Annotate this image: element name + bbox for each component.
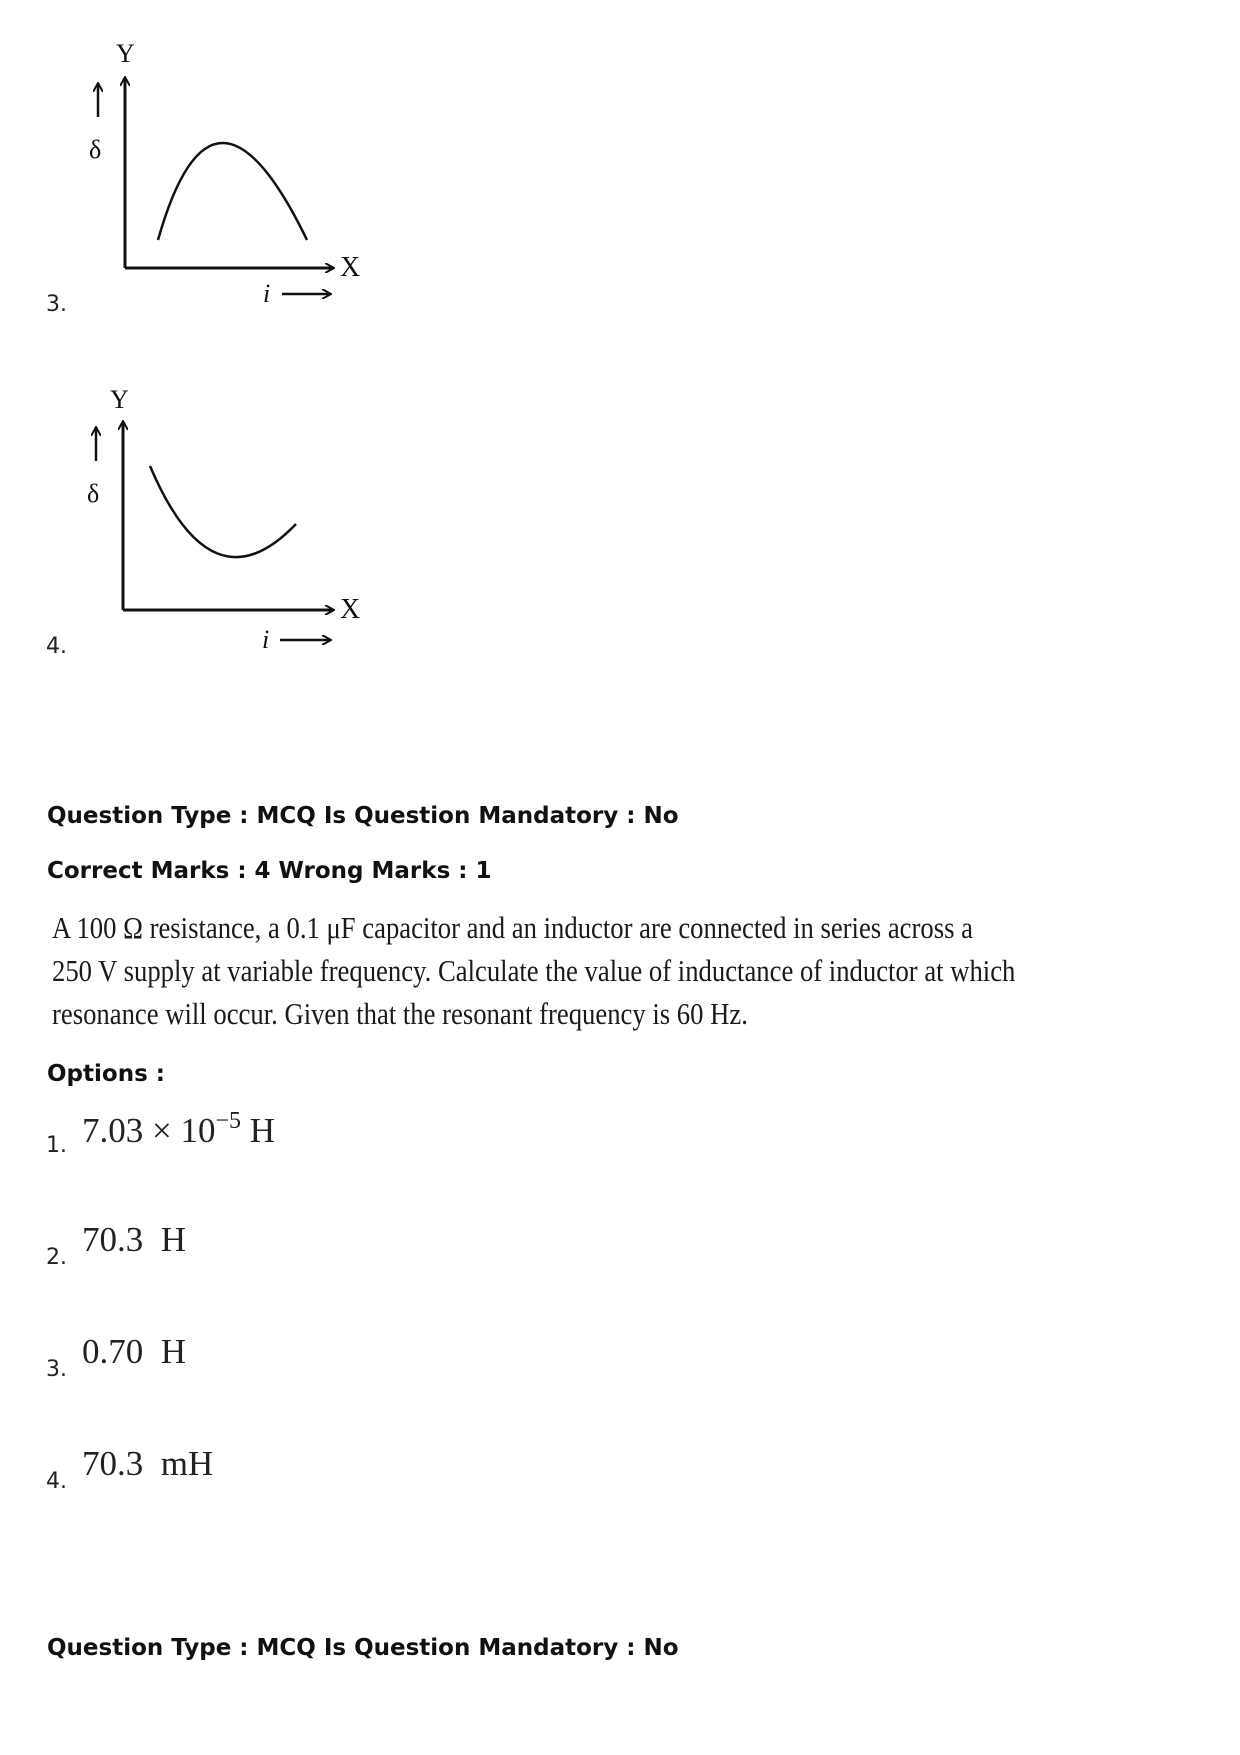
curve-minimum [150, 466, 296, 557]
question-text-line: 250 V supply at variable frequency. Calculate the value of inductance of inductor at which [52, 953, 1016, 988]
option-number: 1. [46, 1133, 67, 1158]
option-3-value[interactable]: 0.70 H [82, 1332, 187, 1371]
i-label: i [263, 279, 271, 308]
graph-option-number: 3. [46, 292, 67, 317]
graph-u-shape [80, 384, 380, 654]
option-2-value[interactable]: 70.3 H [82, 1220, 187, 1259]
graph-option-number: 4. [46, 634, 67, 659]
option-unit: H [241, 1111, 276, 1150]
y-label: Y [116, 40, 135, 68]
question-text [52, 906, 1015, 1035]
option-1-value[interactable] [82, 1108, 275, 1151]
option-mantissa: 7.03 × 10 [82, 1111, 216, 1150]
next-question-type-line: Question Type : MCQ Is Question Mandatory : No [47, 1635, 679, 1661]
option-number: 3. [46, 1357, 67, 1382]
options-label: Options : [47, 1061, 165, 1087]
option-number: 2. [46, 1245, 67, 1270]
option-exponent: −5 [215, 1108, 242, 1134]
option-number: 4. [46, 1469, 67, 1494]
question-text-line: A 100 Ω resistance, a 0.1 μF capacitor and an inductor are connected in series across a [52, 910, 973, 945]
marks-line: Correct Marks : 4 Wrong Marks : 1 [47, 858, 492, 884]
x-label: X [340, 252, 361, 283]
y-label: Y [110, 385, 129, 414]
x-label: X [340, 594, 361, 625]
question-text-line: resonance will occur. Given that the resonant frequency is 60 Hz. [52, 996, 748, 1031]
delta-label: δ [89, 135, 102, 164]
graph-inverted-u [80, 40, 380, 310]
delta-label: δ [87, 479, 100, 508]
question-type-line: Question Type : MCQ Is Question Mandatory : No [47, 803, 679, 829]
option-4-value[interactable]: 70.3 mH [82, 1444, 214, 1483]
curve-maximum [158, 143, 307, 240]
i-label: i [262, 625, 270, 654]
